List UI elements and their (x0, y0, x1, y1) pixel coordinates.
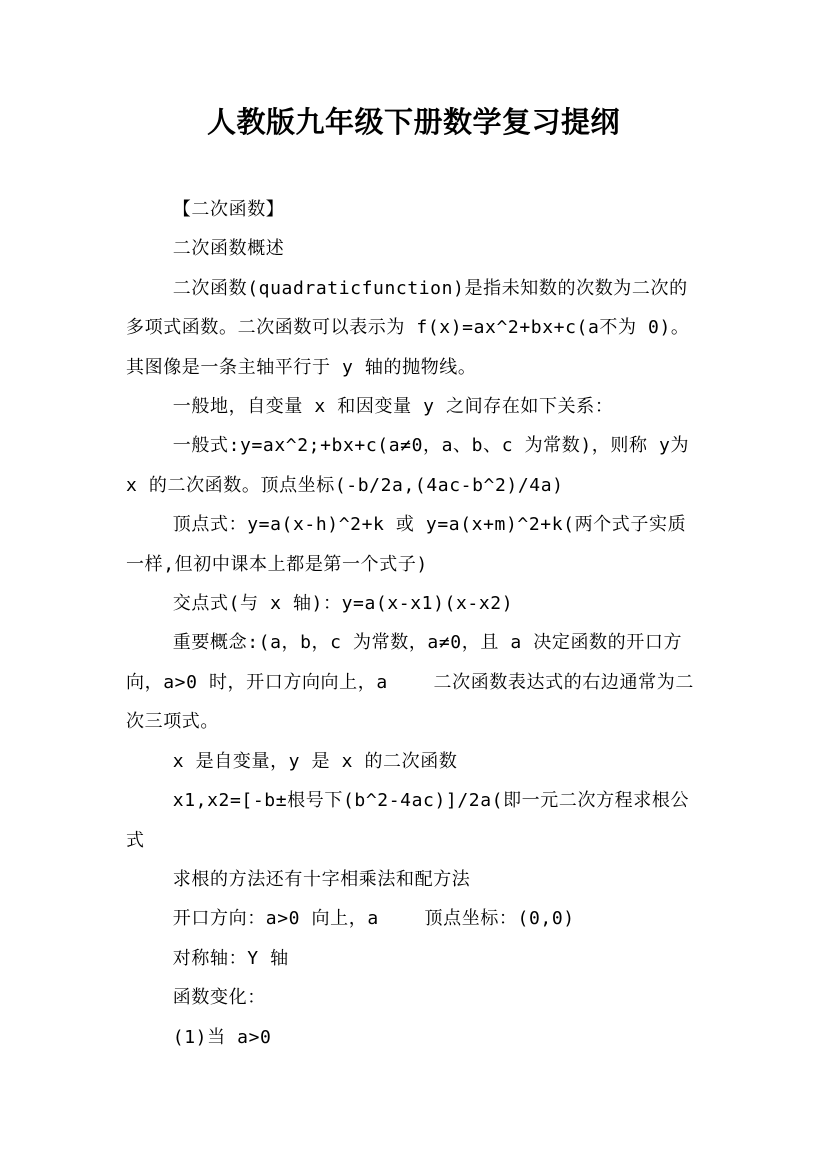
paragraph: 求根的方法还有十字相乘法和配方法 (172, 868, 471, 890)
paragraph: 一般式:y=ax^2;+bx+c(a≠0，a、b、c 为常数)，则称 y为 x 的二次函数。顶点坐标(-b/2a,(4ac-b^2)/4a) (126, 435, 701, 496)
paragraph: 对称轴：Y 轴 (172, 947, 289, 969)
paragraph: x1,x2=[-b±根号下(b^2-4ac)]/2a(即一元二次方程求根公式 (126, 790, 690, 851)
paragraph: (1)当 a>0 (172, 1026, 272, 1048)
paragraph: 一般地，自变量 x 和因变量 y 之间存在如下关系： (172, 396, 614, 418)
section-heading: 【二次函数】 (172, 199, 285, 220)
paragraph: x 是自变量，y 是 x 的二次函数 (172, 750, 458, 772)
paragraph: 交点式(与 x 轴)：y=a(x-x1)(x-x2) (172, 593, 514, 615)
document-title: 人教版九年级下册数学复习提纲 (206, 105, 620, 139)
document-body (126, 190, 704, 1057)
paragraph: 函数变化： (172, 987, 266, 1009)
paragraph: 二次函数(quadraticfunction)是指未知数的次数为二次的多项式函数。二次函数可以表示为 f(x)=ax^2+bx+c(a不为 0)。其图像是一条主轴平行于 y 轴的抛物线。 (126, 277, 690, 378)
paragraph: 重要概念:(a，b，c 为常数，a≠0，且 a 决定函数的开口方向，a>0 时，开口方向向上，a 二次函数表达式的右边通常为二次三项式。 (126, 632, 694, 733)
paragraph: 顶点式：y=a(x-h)^2+k 或 y=a(x+m)^2+k(两个式子实质一样,但初中课本上都是第一个式子) (126, 514, 687, 575)
paragraph: 二次函数概述 (172, 238, 285, 260)
paragraph: 开口方向：a>0 向上，a 顶点坐标：(0,0) (172, 908, 575, 930)
